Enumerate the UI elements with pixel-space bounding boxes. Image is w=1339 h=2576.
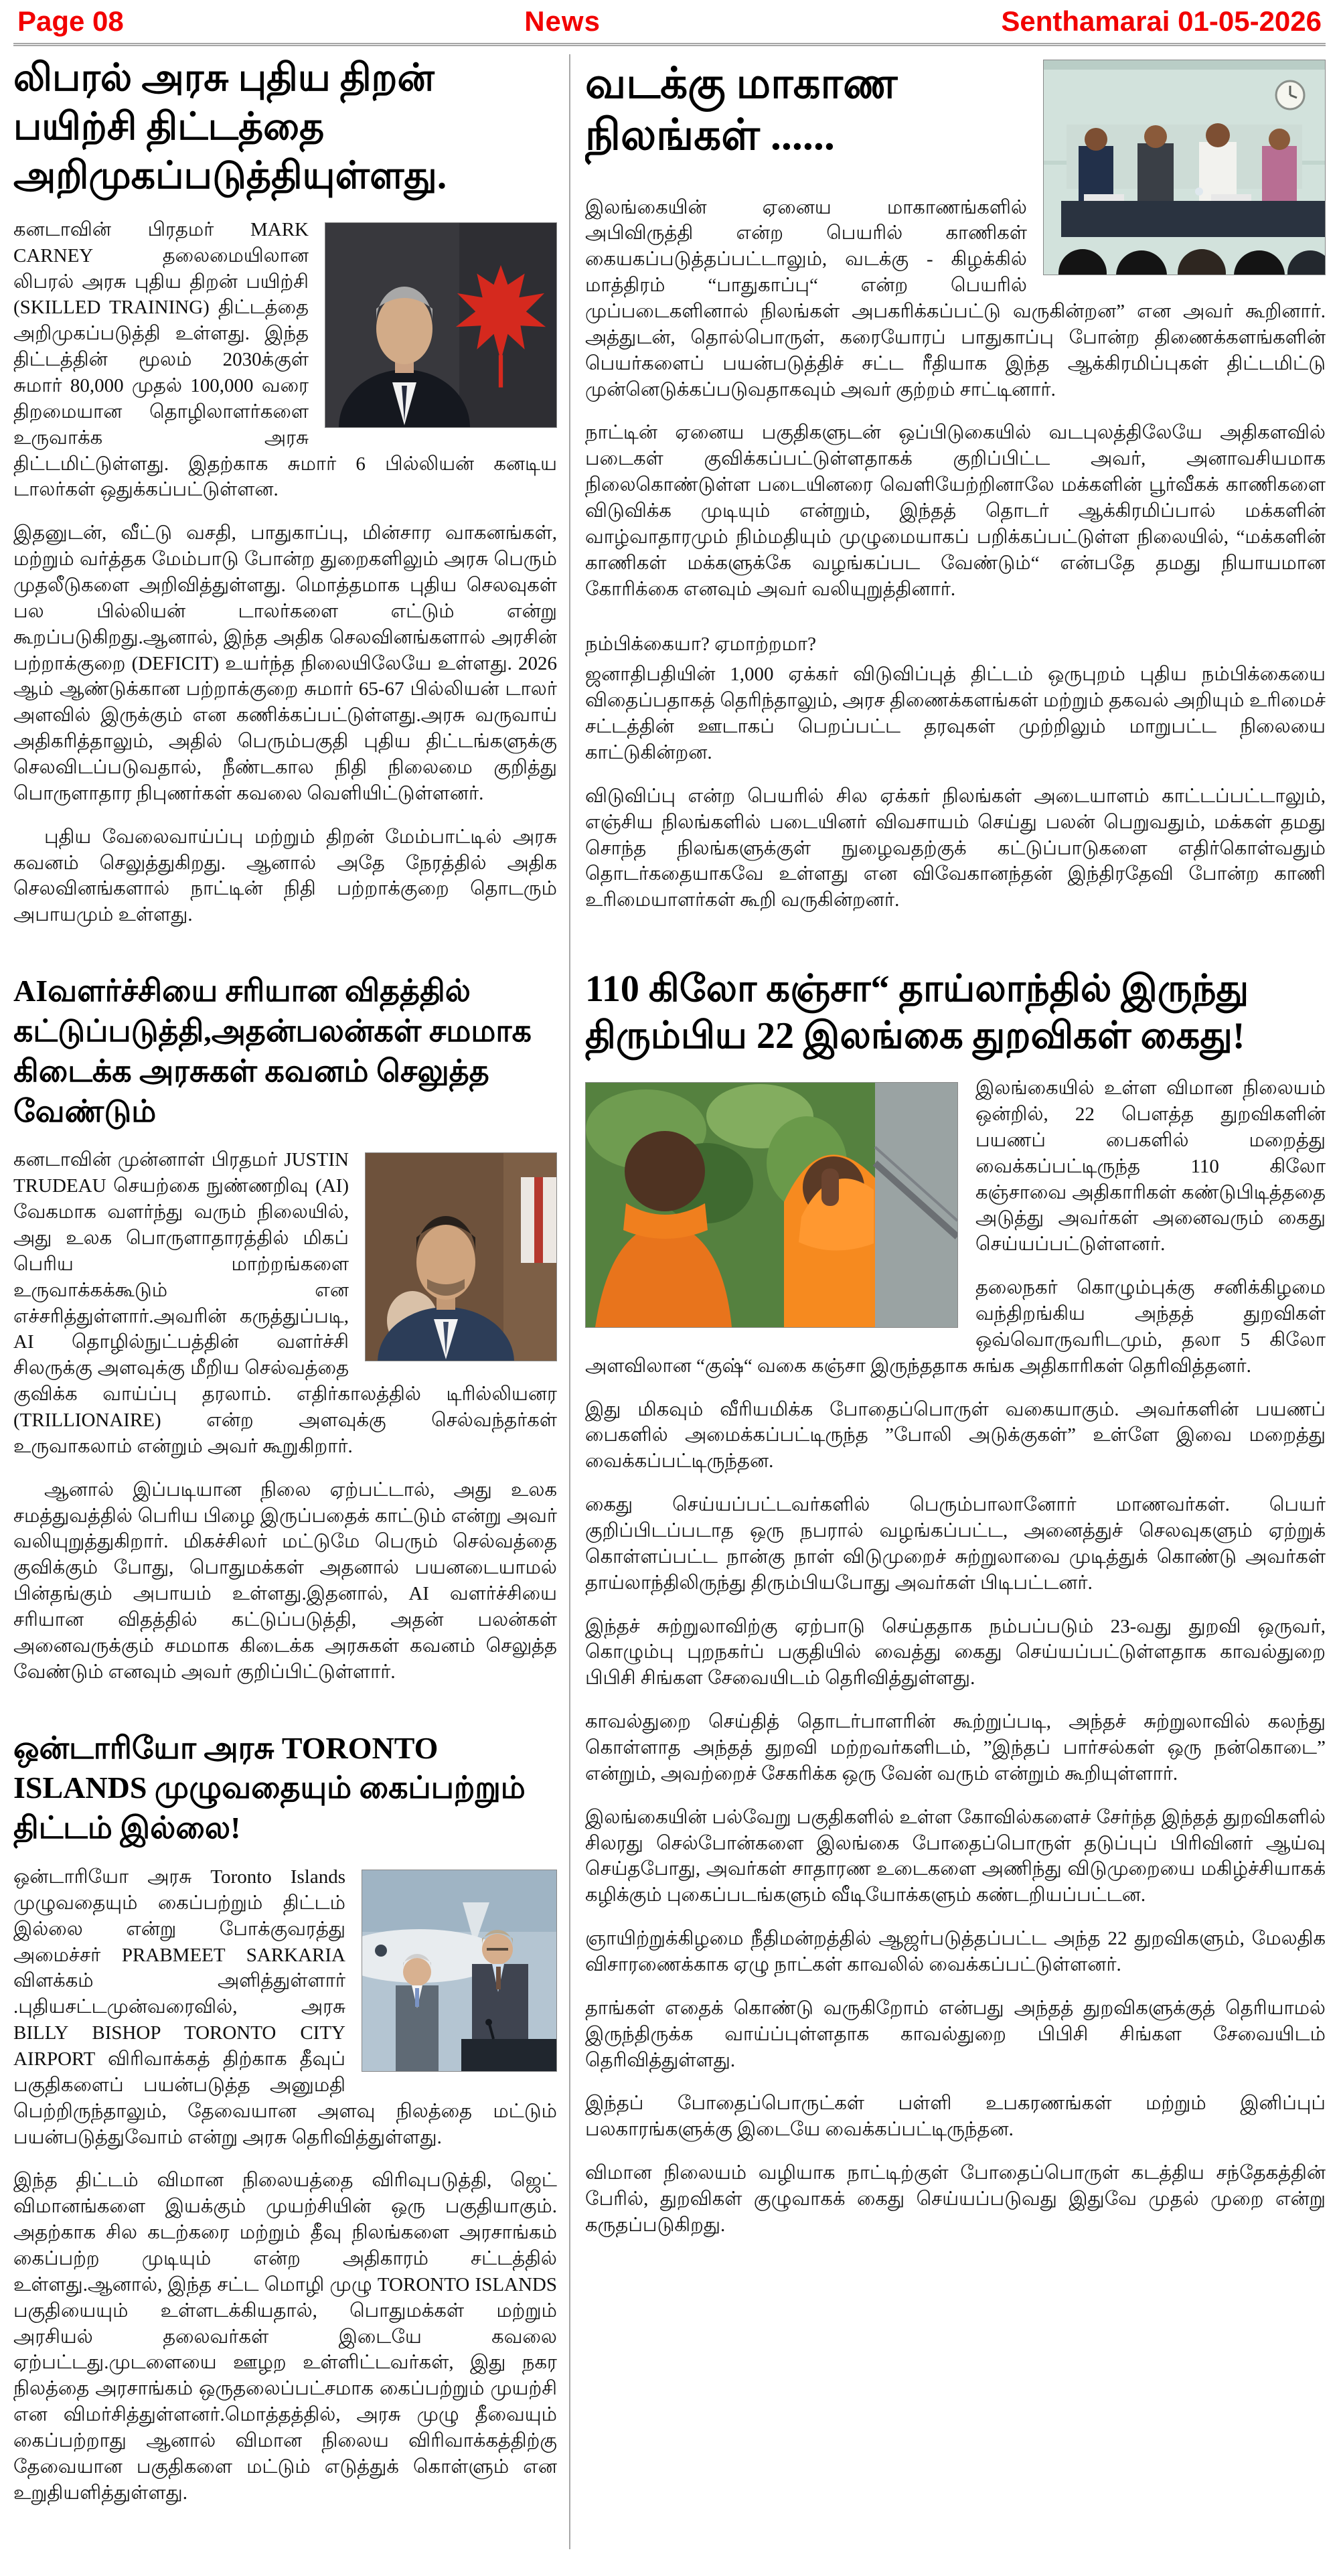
paragraph: ஞாயிற்றுக்கிழமை நீதிமன்றத்தில் ஆஜர்படுத்தப்பட்ட அந்த 22 துறவிகளும், மேலதிக விசாரணைக்காக ஏழு நாட்கள் காவலில் வைக்கப்பட்டுள்ளனர். [585,1928,1326,1975]
masthead-date [1001,5,1322,37]
paragraph: தாங்கள் எதைக் கொண்டு வருகிறோம் என்பது அந்தத் துறவிகளுக்குத் தெரியாமல் இருந்திருக்க வாய்ப்புள்ளதாக காவல்துறை பிபிசி சிங்கள சேவையிடம் தெரிவித்துள்ளது. [585,1997,1326,2071]
photo-buddhist-monks [585,1082,958,1328]
paragraph: விடுவிப்பு என்ற பெயரில் சில ஏக்கர் நிலங்கள் அடையாளம் காட்டப்பட்டாலும், எஞ்சிய நிலங்களில் படையினர் விவசாயம் செய்து பலன் பெறுவதும், மக்கள் தமது சொந்த நிலங்களுக்குள் நுழைவதற்குக் கட்டுப்பாடுகளை எதிர்கொள்வதும் தொடர்கதையாகவே உள்ளது என விவேகானந்தன் இந்திரதேவி போன்ற காணி உரிமையாளர்கள் கூறி வருகின்றனர். [585,785,1326,911]
paragraph: கைது செய்யப்பட்டவர்களில் பெரும்பாலானோர் மாணவர்கள். பெயர் குறிப்பிடப்படாத ஒரு நபரால் வழங்கப்பட்ட, அனைத்துச் செலவுகளும் ஏற்றுக் கொள்ளப்பட்ட நான்கு நாள் விடுமுறைச் சுற்றுலாவை முடித்துக் கொண்டு அவர்கள் தாய்லாந்திலிருந்து திரும்பியபோது அவர்கள் பிடிபட்டனர். [585,1494,1326,1594]
headline: வடக்கு மாகாண நிலங்கள் ...... [585,60,898,159]
page-number: Page 08 [17,5,124,37]
article-toronto-islands [13,1728,557,2524]
article-liberal-skills-training [13,54,557,945]
left-column [13,54,569,2549]
paragraph: தலைநகர் கொழும்புக்கு சனிக்கிழமை வந்திறங்கிய அந்தத் துறவிகள் ஒவ்வொருவரிடமும், தலா 5 கிலோ அளவிலான “குஷ்“ வகை கஞ்சா இருந்ததாக சுங்க அதிகாரிகள் தெரிவித்தனர். [585,1277,1326,1377]
paragraph: கனடாவின் முன்னாள் பிரதமர் JUSTIN TRUDEAU செயற்கை நுண்ணறிவு (AI) வேகமாக வளர்ந்து வரும் நிலையில், அது உலக பொருளாதாரத்தில் மிகப் பெரிய மாற்றங்களை உருவாக்கக்கூடும் என எச்சரித்துள்ளார்.அவரின் கருத்துப்படி, AI தொழில்நுட்பத்தின் வளர்ச்சி சிலருக்கு அளவுக்கு மீறிய செல்வத்தை குவிக்க வாய்ப்பு தரலாம். எதிர்காலத்தில் டிரில்லியனர (TRILLIONAIRE) என்ற அளவுக்கு செல்வந்தர்கள் உருவாகலாம் என்றும் அவர் கூறுகிறார். [13,1149,557,1457]
photo-justin-trudeau [365,1152,557,1361]
section-title: News [524,5,601,37]
paragraph: விமான நிலையம் வழியாக நாட்டிற்குள் போதைப்பொருள் கடத்திய சந்தேகத்தின் பேரில், துறவிகள் குழுவாகக் கைது செய்யப்படுவது இதுவே முதல் முறை என்று கருதப்படுகிறது. [585,2162,1326,2236]
monks-photo-graphic [586,1083,957,1327]
airport-press-photo-graphic [362,1870,556,2071]
paragraph: ஆனால் இப்படியான நிலை ஏற்பட்டால், அது உலக சமத்துவத்தில் பெரிய பிழை இருப்பதைக் காட்டும் என்று அவர் வலியுறுத்துகிறார். மிகச்சிலர் மட்டுமே பெரும் செல்வத்தை குவிக்கும் போது, பொதுமக்கள் அதனால் பயனடையாமல் பின்தங்கும் அபாயம் உள்ளது.இதனால், AI வளர்ச்சியை சரியான விதத்தில் கட்டுப்படுத்தி, அதன் பலன்கள் அனைவருக்கும் சமமாக கிடைக்க அரசுகள் கவனம் செலுத்த வேண்டும் எனவும் அவர் குறிப்பிட்டுள்ளார். [13,1479,557,1683]
headline: AIவளர்ச்சியை சரியான விதத்தில் கட்டுப்படுத்தி,அதன்பலன்கள் சமமாக கிடைக்க அரசுகள் கவனம் செலுத்த வேண்டும் [13,974,532,1128]
justin-trudeau-photo-graphic [366,1153,556,1361]
headline: ஒன்டாரியோ அரசு TORONTO ISLANDS முழுவதையும் கைப்பற்றும் திட்டம் இல்லை! [13,1730,526,1845]
photo-officials-meeting [1043,60,1326,275]
headline: லிபரல் அரசு புதிய திறன் பயிற்சி திட்டத்தை அறிமுகப்படுத்தியுள்ளது. [13,57,447,197]
article-ai-growth-trudeau [13,971,557,1702]
paragraph: இந்த திட்டம் விமான நிலையத்தை விரிவுபடுத்தி, ஜெட் விமானங்களை இயக்கும் முயற்சியின் ஒரு பகுதியாகும். அதற்காக சில கடற்கரை மற்றும் தீவு நிலங்களை அரசாங்கம் கைப்பற்ற முடியும் என்ற அதிகாரம் சட்டத்தில் உள்ளது.ஆனால், இந்த சட்ட மொழி முழு TORONTO ISLANDS பகுதியையும் உள்ளடக்கியதால், பொதுமக்கள் மற்றும் அரசியல் தலைவர்கள் இடையே கவலை ஏற்பட்டது.முடளையை ஊழற உள்ளிட்டவர்கள், இது நகர நிலத்தை அரசாங்கம் ஒருதலைப்பட்சமாக கைப்பற்றும் முயற்சி என விமர்சித்துள்ளனர்.மொத்தத்தில், அரசு முழு தீவையும் கைப்பற்றாது ஆனால் விமான நிலைய விரிவாக்கத்திற்கு தேவையான பகுதிகளை மட்டும் எடுத்துக் கொள்ளும் என உறுதியளித்துள்ளது. [13,2170,557,2504]
paragraph: இது மிகவும் வீரியமிக்க போதைப்பொருள் வகையாகும். அவர்களின் பயணப் பைகளில் அமைக்கப்பட்டிருந்த ”போலி அடுக்குகள்” உள்ளே இவை மறைத்து வைக்கப்பட்டிருந்தன. [585,1398,1326,1472]
photo-mark-carney [325,222,557,428]
paragraph: காவல்துறை செய்தித் தொடர்பாளரின் கூற்றுப்படி, அந்தச் சுற்றுலாவில் கலந்து கொள்ளாத அந்தத் துறவி மற்றவர்களிடம், ”இந்தப் பார்சல்கள் ஒரு நன்கொடை” என்றும், அவற்றைச் சேகரிக்க ஒரு வேன் வரும் என்றும் கூறியுள்ளார். [585,1711,1326,1785]
paragraph: இலங்கையின் ஏனைய மாகாணங்களில் அபிவிருத்தி என்ற பெயரில் காணிகள் கையகப்படுத்தப்பட்டாலும், வடக்கு - கிழக்கில் மாத்திரம் “பாதுகாப்பு“ என்ற பெயரில் முப்படைகளினால் நிலங்கள் அபகரிக்கப்பட்டு வருகின்றன” என அவர் கூறினார். அத்துடன், தொல்பொருள், கரையோரப் பாதுகாப்பு போன்ற திணைக்களங்களின் பெயர்களைப் பயன்படுத்திச் சட்ட ரீதியாக இந்த ஆக்கிரமிப்புகள் திட்டமிட்டு முன்னெடுக்கப்படுவதாகவும் அவர் குற்றம் சாட்டினார். [585,196,1326,400]
paragraph: புதிய வேலைவாய்ப்பு மற்றும் திறன் மேம்பாட்டில் அரசு கவனம் செலுத்துகிறது. ஆனால் அதே நேரத்தில் அதிக செலவினங்களால் நாட்டின் நிதி பற்றாக்குறை தொடரும் அபாயமும் உள்ளது. [13,826,557,926]
paragraph: இலங்கையில் உள்ள விமான நிலையம் ஒன்றில், 22 பௌத்த துறவிகளின் பயணப் பைகளில் மறைத்து வைக்கப்பட்டிருந்த 110 கிலோ கஞ்சாவை அதிகாரிகள் கண்டுபிடித்ததை அடுத்து அவர்கள் அனைவரும் கைது செய்யப்பட்டுள்ளனர். [975,1077,1326,1256]
page-header [13,4,1326,46]
article-monks-cannabis-arrest [585,956,1326,2256]
paragraph: ஜனாதிபதியின் 1,000 ஏக்கர் விடுவிப்புத் திட்டம் ஒருபுறம் புதிய நம்பிக்கையை விதைப்பதாகத் தெரிந்தாலும், அரச திணைக்களங்கள் மற்றும் தகவல் அறியும் உரிமைச் சட்டத்தின் ஊடாகப் பெறப்பட்ட தரவுகள் முற்றிலும் மாறுபட்ட நிலையை காட்டுகின்றன. [585,664,1326,763]
paragraph: கனடாவின் பிரதமர் MARK CARNEY தலைமையிலான லிபரல் அரசு புதிய திறன் பயிற்சி (SKILLED TRAINING) திட்டத்தை அறிமுகப்படுத்தி உள்ளது. இந்த திட்டத்தின் மூலம் 2030க்குள் சுமார் 80,000 முதல் 100,000 வரை திறமையான தொழிலாளர்களை உருவாக்க அரசு திட்டமிட்டுள்ளது. இதற்காக சுமார் 6 பில்லியன் கனடிய டாலர்கள் ஒதுக்கப்பட்டுள்ளன. [13,218,557,501]
paragraph: ஒன்டாரியோ அரசு Toronto Islands முழுவதையும் கைப்பற்றும் திட்டம் இல்லை என்று போக்குவரத்து அமைச்சர் PRABMEET SARKARIA விளக்கம் அளித்துள்ளார் .புதியசட்டமுன்வரைவில், அரசு BILLY BISHOP TORONTO CITY AIRPORT விரிவாக்கத் திற்காக தீவுப் பகுதிகளைப் பயன்படுத்த அனுமதி பெற்றிருந்தாலும், தேவையான அளவு நிலத்தை மட்டும் பயன்படுத்துவோம் என்று அரசு தெரிவித்துள்ளது. [13,1866,557,2148]
paragraph: இலங்கையின் பல்வேறு பகுதிகளில் உள்ள கோவில்களைச் சேர்ந்த இந்தத் துறவிகளில் சிலரது செல்போன்களை இலங்கை போதைப்பொருள் தடுப்புப் பிரிவினர் ஆய்வு செய்தபோது, அவர்கள் சாதாரண உடைகளை அணிந்து விடுமுறையை மகிழ்ச்சியாகக் கழிக்கும் புகைப்படங்களும் வீடியோக்களும் கண்டறியப்பட்டன. [585,1806,1326,1906]
headline: 110 கிலோ கஞ்சா“ தாய்லாந்தில் இருந்து திரும்பிய 22 இலங்கை துறவிகள் கைது! [585,968,1249,1057]
article-northern-province-lands [585,54,1326,931]
paragraph: இந்தப் போதைப்பொருட்கள் பள்ளி உபகரணங்கள் மற்றும் இனிப்புப் பலகாரங்களுக்கு இடையே வைக்கப்பட்டிருந்தன. [585,2093,1326,2141]
paragraph: இதனுடன், வீட்டு வசதி, பாதுகாப்பு, மின்சார வாகனங்கள், மற்றும் வர்த்தக மேம்பாடு போன்ற துறைகளிலும் அரசு பெரும் முதலீடுகளை அறிவித்துள்ளது. மொத்தமாக புதிய செலவுகள் பல பில்லியன் டாலர்களை எட்டும் என்று கூறப்படுகிறது.ஆனால், இந்த அதிக செலவினங்களால் அரசின் பற்றாக்குறை (DEFICIT) உயர்ந்த நிலையிலேயே உள்ளது. 2026 ஆம் ஆண்டுக்கான பற்றாக்குறை சுமார் 65-67 பில்லியன் டாலர் அளவில் இருக்கும் என கணிக்கப்பட்டுள்ளது.அரசு வருவாய் அதிகரித்தாலும், அதில் பெரும்பகுதி புதிய திட்டங்களுக்கு செலவிடப்படுவதால், நீண்டகால நிதி நிலைமை குறித்து பொருளாதார நிபுணர்கள் கவலை வெளியிட்டுள்ளனர். [13,522,557,804]
meeting-photo-graphic [1044,60,1325,275]
issue-date: 01-05-2026 [1178,5,1322,37]
right-column [569,54,1326,2549]
columns [13,54,1326,2549]
brand-name: Senthamarai [1001,5,1170,37]
mark-carney-photo-graphic [325,223,556,427]
photo-airport-press-conference [362,1870,557,2072]
sub-heading: நம்பிக்கையா? ஏமாற்றமா? [585,633,816,656]
paragraph: நாட்டின் ஏனைய பகுதிகளுடன் ஒப்பிடுகையில் வடபுலத்திலேயே அதிகளவில் படைகள் குவிக்கப்பட்டுள்ளதாகக் குறிப்பிட்ட அவர், அனாவசியமாக நிலைகொண்டுள்ள படையினரை வெளியேற்றினாலே மக்களின் பூர்வீகக் காணிகளை விடுவிக்க முடியும் என்றும், இந்தத் தொடர் ஆக்கிரமிப்பால் மக்களின் வாழ்வாதாரமும் நிம்மதியும் முழுமையாகப் பறிக்கப்பட்டுள்ள நிலையில், “மக்களின் காணிகள் மக்களுக்கே வழங்கப்பட வேண்டும்“ என்பதே தமது நியாயமான கோரிக்கை எனவும் அவர் வலியுறுத்தினார். [585,422,1326,600]
paragraph: இந்தச் சுற்றுலாவிற்கு ஏற்பாடு செய்ததாக நம்பப்படும் 23-வது துறவி ஒருவர், கொழும்பு புறநகர்ப் பகுதியில் வைத்து கைது செய்யப்பட்டுள்ளதாக காவல்துறை பிபிசி சிங்கள சேவையிடம் தெரிவித்துள்ளது. [585,1615,1326,1689]
